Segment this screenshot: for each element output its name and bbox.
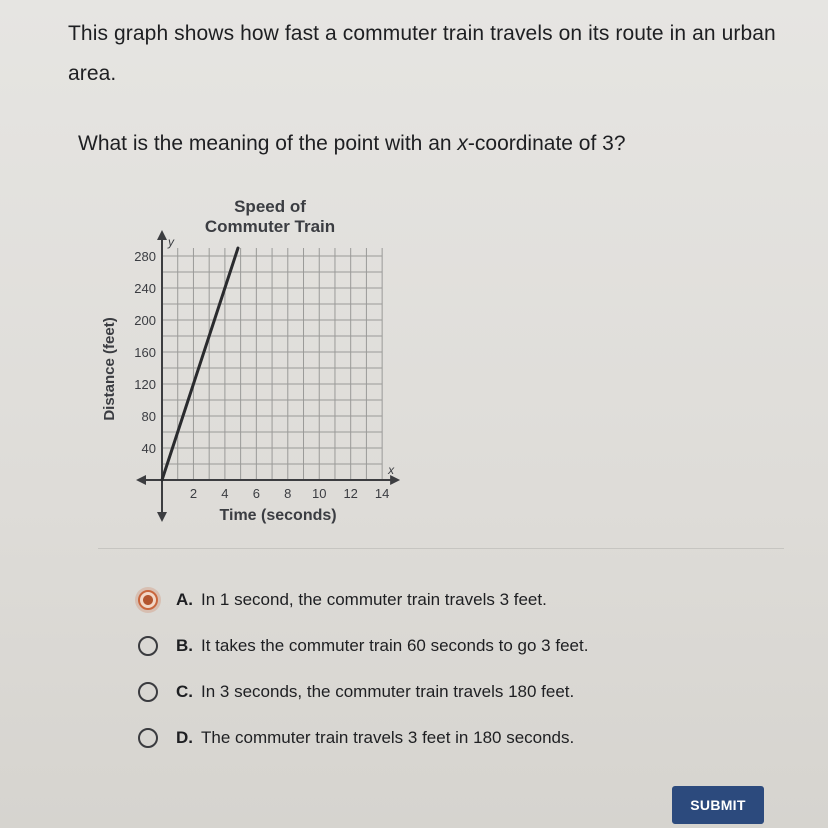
choice-c[interactable]: [132, 674, 772, 710]
chart-axes: [136, 230, 400, 522]
x-tick-label: 4: [221, 486, 229, 501]
choice-b[interactable]: [132, 628, 772, 664]
question-prompt: [78, 128, 798, 160]
y-tick-label: 80: [141, 409, 156, 424]
y-tick-labels: [134, 249, 156, 456]
chart-grid: [162, 248, 382, 480]
x-tick-label: 2: [189, 486, 198, 501]
choice-letter: A.: [176, 590, 193, 609]
chart-title-line: Speed of: [234, 197, 306, 216]
choice-text: In 1 second, the commuter train travels 3 feet.: [201, 590, 547, 609]
submit-button[interactable]: SUBMIT: [672, 786, 764, 824]
x-axis-arrow-left: [136, 475, 146, 485]
question-intro: This graph shows how fast a commuter train travels on its route in an urban area.: [68, 22, 776, 85]
x-tick-label: 14: [374, 486, 390, 501]
x-axis-letter: x: [388, 463, 395, 477]
choice-letter: C.: [176, 682, 193, 701]
chart-svg: [90, 190, 420, 540]
section-divider: [98, 548, 784, 549]
y-tick-label: 280: [134, 249, 156, 264]
chart-title: [205, 197, 335, 236]
radio-c[interactable]: [138, 682, 158, 702]
chart-title-line: Commuter Train: [204, 217, 336, 236]
y-tick-label: 240: [134, 281, 156, 296]
y-axis-label: Distance (feet): [101, 317, 118, 421]
choice-text: It takes the commuter train 60 seconds to go 3 feet.: [201, 636, 589, 655]
x-tick-label: 12: [343, 486, 358, 501]
y-axis-arrow-down: [157, 512, 167, 522]
y-axis-letter: y: [168, 235, 174, 249]
prompt-text-after: -coordinate of 3?: [467, 132, 626, 155]
prompt-variable: x: [457, 132, 468, 155]
radio-b[interactable]: [138, 636, 158, 656]
choice-a[interactable]: [132, 582, 772, 618]
radio-d[interactable]: [138, 728, 158, 748]
choice-text: The commuter train travels 3 feet in 180 seconds.: [201, 728, 575, 747]
radio-a[interactable]: [138, 590, 158, 610]
y-tick-label: 40: [141, 441, 156, 456]
x-tick-labels: [190, 486, 390, 501]
choice-letter: B.: [176, 636, 193, 655]
choice-d[interactable]: [132, 720, 772, 756]
y-tick-label: 120: [134, 377, 156, 392]
x-tick-label: 6: [252, 486, 260, 501]
prompt-text-before: What is the meaning of the point with an: [78, 132, 458, 155]
x-tick-label: 8: [284, 486, 292, 501]
y-tick-label: 160: [134, 345, 156, 360]
x-tick-label: 10: [312, 486, 327, 501]
x-axis-label: Time (seconds): [219, 507, 337, 524]
choice-text: In 3 seconds, the commuter train travels 180 feet.: [201, 682, 575, 701]
y-axis-arrow-up: [157, 230, 167, 240]
choice-letter: D.: [176, 728, 193, 747]
y-tick-label: 200: [134, 313, 156, 328]
distance-time-chart: [90, 190, 420, 540]
series-line: [162, 248, 238, 480]
chart-series: [162, 248, 238, 480]
